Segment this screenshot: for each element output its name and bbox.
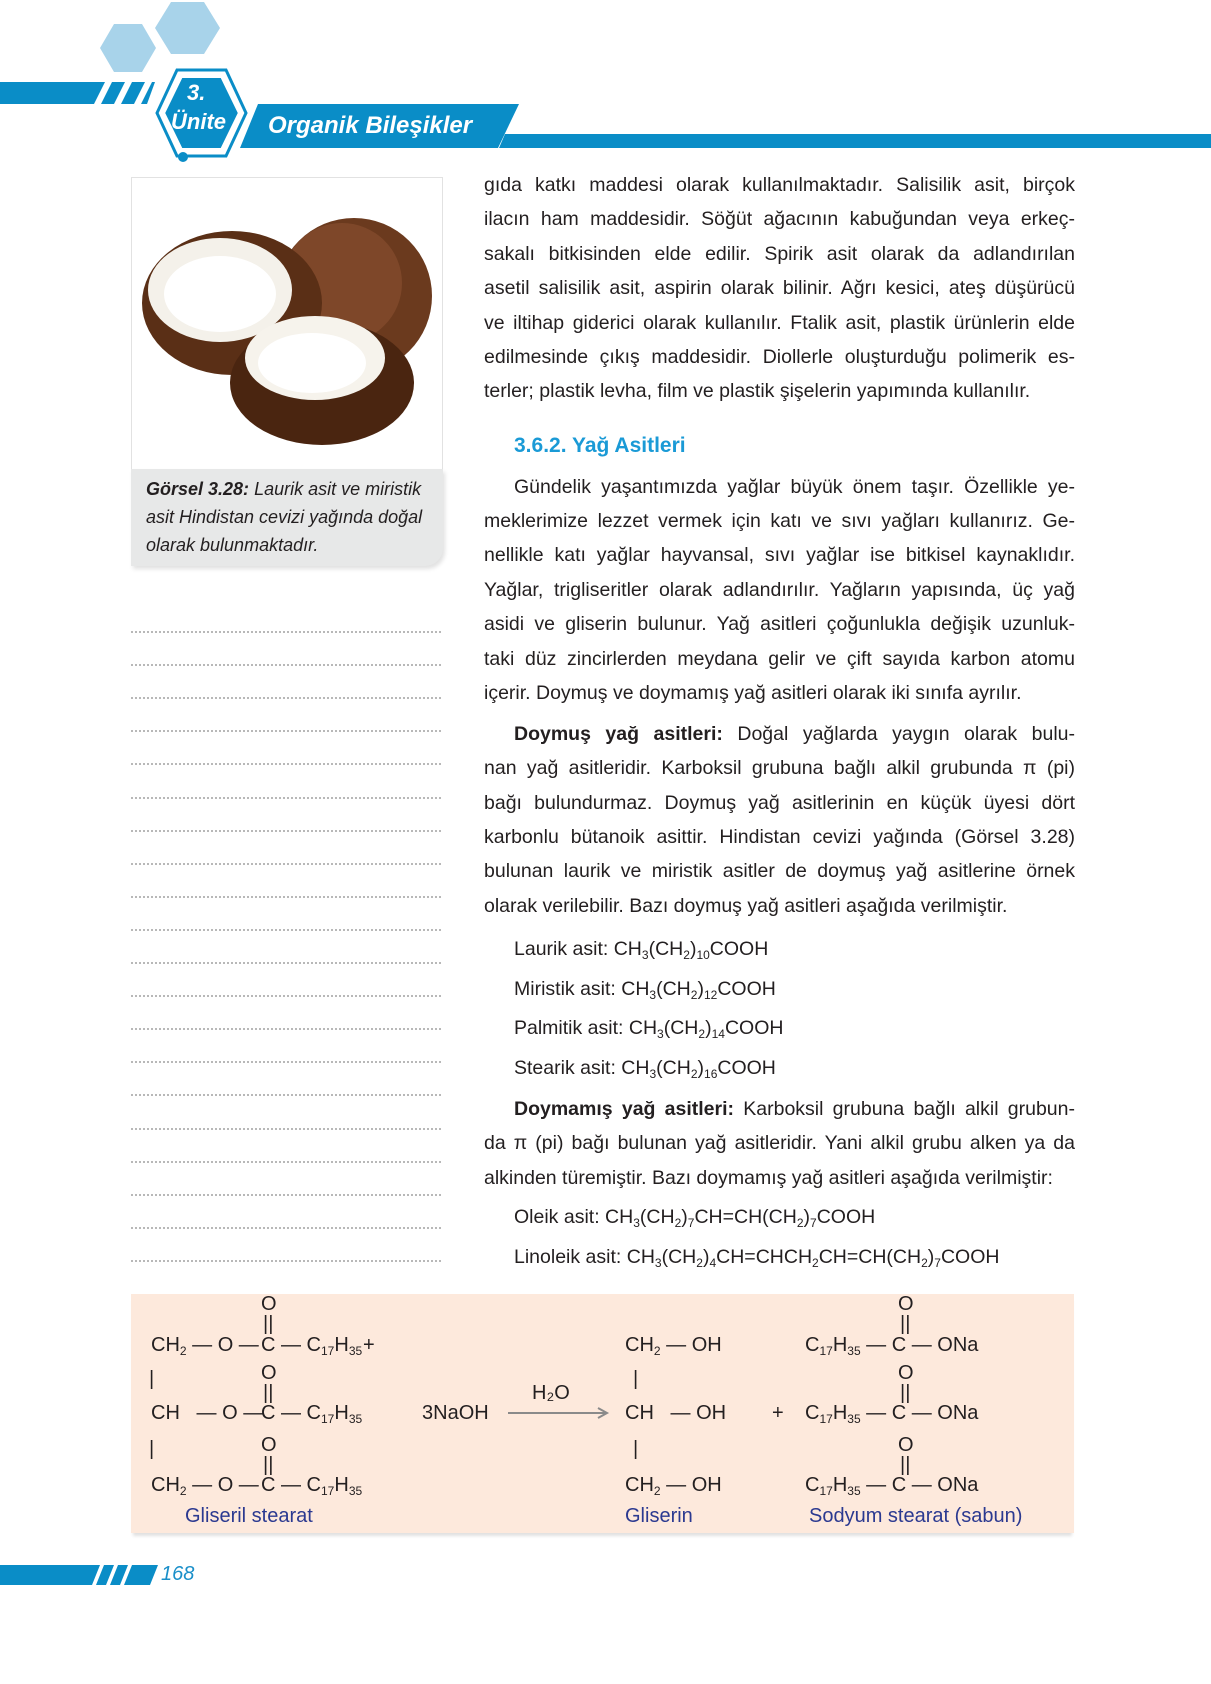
carbonyl-oxygen: O <box>898 1293 914 1315</box>
double-bond: || <box>900 1313 911 1335</box>
note-line <box>131 995 441 997</box>
glycerol-carbon: CH — OH <box>625 1402 727 1424</box>
double-bond: || <box>900 1382 911 1404</box>
formula-line: Laurik asit: $CH_3(CH_2)_{10}COOH$ <box>514 937 769 962</box>
soap-label: Sodyum stearat (sabun) <box>809 1505 1023 1527</box>
saturated-paragraph: Doymuş yağ asitleri: Doğal yağlarda yaygın olarak bulu- nan yağ asitleridir. Karboksil grubuna bağlı alkil grubunda π (pi) bağı bulundurmaz. Doymuş yağ asitlerinin en küçük üyesi dört karbonlu bütanoik asittir. Hindistan cevizi yağında (Görsel 3.28) bulunan laurik ve miristik asitler de doymuş yağ asitlerine örnek olarak verilebilir. Bazı doymuş yağ asitleri aşağıda verilmiştir. <box>484 722 1076 917</box>
chapter-title: Organik Bileşikler <box>268 112 473 139</box>
bond: | <box>149 1368 155 1390</box>
note-line <box>131 763 441 765</box>
double-bond: || <box>263 1382 274 1404</box>
condition: H₂O <box>532 1382 570 1404</box>
note-line <box>131 1061 441 1063</box>
ester-acyl: C — $C_{17}H_{35}$ <box>261 1334 363 1358</box>
ester-chain: CH — O — <box>151 1402 264 1424</box>
carbonyl-oxygen: O <box>261 1293 277 1315</box>
glycerol-carbon: $CH_2$ — OH <box>625 1474 722 1498</box>
intro-paragraph: gıda katkı maddesi olarak kullanılmaktadır. Salisilik asit, birçok ilacın ham maddesidir. Söğüt ağacının kabuğundan veya erkeç- sakalı bitkisinden elde edilir. Spirik asit olarak da adlandırılan asetil salisilik asit, aspirin olarak bilinir. Ağrı kesici, ateş düşürücü ve iltihap giderici olarak kullanılır. Ftalik asit, plastik ürünlerin elde edilmesinde çıkış maddesidir. Diollerle oluşturduğu polimerik es- terler; plastik levha, film ve plastik şişelerin yapımında kullanılır. <box>484 174 1075 403</box>
note-line <box>131 863 441 865</box>
note-line <box>131 1227 441 1229</box>
note-line <box>131 1260 441 1262</box>
figure-caption: Görsel 3.28: Laurik asit ve miristik asit Hindistan cevizi yağında doğal olarak bulunmaktadır. <box>131 469 443 566</box>
term: Doymamış yağ asitleri: <box>514 1097 735 1120</box>
ester-chain: $CH_2$ — O — <box>151 1334 259 1358</box>
plus-sign: + <box>363 1334 375 1356</box>
note-line <box>131 929 441 931</box>
soap-molecule: $C_{17}H_{35}$ — C — ONa <box>805 1474 979 1498</box>
ester-label: Gliseril stearat <box>185 1505 313 1527</box>
page-number-stripes <box>0 1563 170 1587</box>
formula-line: Palmitik asit: $CH_3(CH_2)_{14}COOH$ <box>514 1017 784 1042</box>
carbonyl-oxygen: O <box>261 1434 277 1456</box>
note-line <box>131 830 441 832</box>
double-bond: || <box>263 1313 274 1335</box>
section-heading: 3.6.2. Yağ Asitleri <box>514 433 686 457</box>
note-line <box>131 730 441 732</box>
glycerol-label: Gliserin <box>625 1505 693 1527</box>
formula-line: Stearik asit: $CH_3(CH_2)_{16}COOH$ <box>514 1057 776 1082</box>
glycerol-carbon: $CH_2$ — OH <box>625 1334 722 1358</box>
note-line <box>131 631 441 633</box>
hexagon-decoration-icon <box>155 2 220 54</box>
soap-molecule: $C_{17}H_{35}$ — C — ONa <box>805 1334 979 1358</box>
saponification-reaction <box>131 1294 1074 1533</box>
note-line <box>131 1028 441 1030</box>
note-line <box>131 697 441 699</box>
carbonyl-oxygen: O <box>898 1434 914 1456</box>
ester-chain: $CH_2$ — O — <box>151 1474 259 1498</box>
note-line <box>131 664 441 666</box>
note-line <box>131 962 441 964</box>
paragraph: Gündelik yaşantımızda yağlar büyük önem taşır. Özellikle ye- meklerimize lezzet vermek için katı ve sıvı yağları kullanırız. Ge- nellikle katı yağlar hayvansal, sıvı yağlar ise bitkisel kaynaklıdır. Yağlar, trigliseritler olarak adlandırılır. Yağların yapısında, üç yağ asidi ve gliserin bulunur. Yağ asitleri çoğunlukla değişik uzunluk- taki düz zincirlerden meydana gelir ve çift sayıda karbon atomu içerir. Doymuş ve doymamış yağ asitleri olarak iki sınıfa ayrılır. <box>484 475 1075 704</box>
note-line <box>131 1194 441 1196</box>
plus-sign: + <box>772 1402 784 1424</box>
double-bond: || <box>900 1454 911 1476</box>
note-line <box>131 1161 441 1163</box>
bond: | <box>633 1438 639 1460</box>
ester-acyl: C — $C_{17}H_{35}$ <box>261 1402 363 1426</box>
formula-line: Miristik asit: $CH_3(CH_2)_{12}COOH$ <box>514 977 776 1002</box>
bond: | <box>633 1368 639 1390</box>
unit-label: Ünite <box>171 109 226 134</box>
note-line <box>131 896 441 898</box>
carbonyl-oxygen: O <box>898 1362 914 1384</box>
body-text <box>484 168 1075 1278</box>
reagent: 3NaOH <box>422 1402 489 1424</box>
page-number: 168 <box>161 1563 195 1585</box>
figure-image <box>131 177 443 469</box>
formula-line: Oleik asit: $CH_3(CH_2)_7CH=CH(CH_2)_7COOH$ <box>514 1206 876 1231</box>
unit-number: 3. <box>187 80 206 105</box>
reaction-arrow-icon <box>508 1406 611 1420</box>
bond: | <box>149 1438 155 1460</box>
soap-molecule: $C_{17}H_{35}$ — C — ONa <box>805 1402 979 1426</box>
unsaturated-paragraph: Doymamış yağ asitleri: Karboksil grubuna bağlı alkil grubun- da π (pi) bağı bulunan yağ asitleridir. Yani alkil grubu alken ya da alkinden türemiştir. Bazı doymamış yağ asitleri aşağıda verilmiştir: <box>484 1097 1075 1189</box>
coconut-image-icon <box>132 178 442 469</box>
chapter-header-graphic <box>0 0 1211 170</box>
term: Doymuş yağ asitleri: <box>514 722 723 745</box>
formula-line: Linoleik asit: $CH_3(CH_2)_4CH=CHCH_2CH=CH(CH_2)_7COOH$ <box>514 1245 1000 1270</box>
note-line <box>131 797 441 799</box>
ester-acyl: C — $C_{17}H_{35}$ <box>261 1474 363 1498</box>
note-line <box>131 1128 441 1130</box>
double-bond: || <box>263 1454 274 1476</box>
carbonyl-oxygen: O <box>261 1362 277 1384</box>
note-line <box>131 1094 441 1096</box>
caption-label: Görsel 3.28: <box>146 479 250 499</box>
hexagon-decoration-icon <box>100 24 156 72</box>
